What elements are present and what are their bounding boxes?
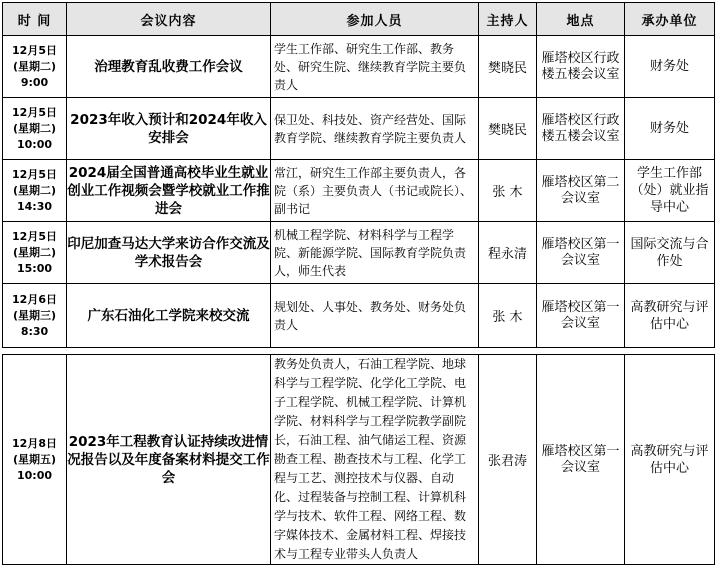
attendees-cell: 教务处负责人，石油工程学院、地球科学与工程学院、化学化工学院、电子工程学院、机械工程学院、计算机学院、材料科学与工程学院教学副院长，石油工程、油气储运工程、资源勘查工程、勘查技术与工程、化学工程与工艺、测控技术与仪器、自动化、过程装备与控制工程、计算机科学与技术、软件工程、网络工程、数字媒体技术、金属材料工程、焊接技术与工程专业带头人负责人: [271, 355, 479, 565]
header-organizer: 承办单位: [625, 3, 715, 36]
table-row: [3, 355, 715, 565]
header-host: 主持人: [479, 3, 537, 36]
header-content: 会议内容: [67, 3, 271, 36]
header-attendees: 参加人员: [271, 3, 479, 36]
header-row: [3, 3, 715, 36]
attendees-cell: 机械工程学院、材料科学与工程学院、新能源学院、国际教育学院负责人，师生代表: [271, 222, 479, 284]
time-cell: [3, 36, 67, 98]
weekday-text: (星期二): [12, 59, 57, 73]
host-cell: 程永清: [479, 222, 537, 284]
location-cell: 雁塔校区行政楼五楼会议室: [537, 98, 625, 160]
date-text: 12月5日: [12, 229, 57, 243]
content-cell: 2023年收入预计和2024年收入安排会: [67, 98, 271, 160]
table-row: [3, 98, 715, 160]
table-row: [3, 36, 715, 98]
time-cell: [3, 98, 67, 160]
attendees-cell: 规划处、人事处、教务处、财务处负责人: [271, 284, 479, 348]
section-gap: [3, 348, 715, 355]
location-cell: 雁塔校区第一会议室: [537, 355, 625, 565]
weekday-text: (星期二): [12, 245, 57, 259]
content-cell: 印尼加查马达大学来访合作交流及学术报告会: [67, 222, 271, 284]
time-text: 14:30: [16, 199, 52, 213]
weekday-text: (星期五): [12, 452, 57, 466]
content-cell: 2023年工程教育认证持续改进情况报告以及年度备案材料提交工作会: [67, 355, 271, 565]
time-text: 15:00: [16, 261, 52, 275]
table-row: [3, 284, 715, 348]
location-cell: 雁塔校区第二会议室: [537, 160, 625, 222]
host-cell: 张 木: [479, 284, 537, 348]
time-text: 10:00: [16, 468, 52, 482]
content-cell: 2024届全国普通高校毕业生就业创业工作视频会暨学校就业工作推进会: [67, 160, 271, 222]
time-cell: [3, 284, 67, 348]
weekday-text: (星期二): [12, 183, 57, 197]
host-cell: 张 木: [479, 160, 537, 222]
time-cell: [3, 160, 67, 222]
meeting-schedule-table: [2, 2, 715, 565]
table-row: [3, 222, 715, 284]
date-text: 12月5日: [12, 167, 57, 181]
organizer-cell: 高教研究与评估中心: [625, 355, 715, 565]
organizer-cell: 学生工作部（处）就业指导中心: [625, 160, 715, 222]
attendees-cell: 学生工作部、研究生工作部、教务处、研究生院、继续教育学院主要负责人: [271, 36, 479, 98]
host-cell: 樊晓民: [479, 98, 537, 160]
weekday-text: (星期三): [12, 308, 57, 322]
time-cell: [3, 355, 67, 565]
attendees-cell: 常江，研究生工作部主要负责人，各院（系）主要负责人（书记或院长）、副书记: [271, 160, 479, 222]
attendees-cell: 保卫处、科技处、资产经营处、国际教育学院、继续教育学院主要负责人: [271, 98, 479, 160]
organizer-cell: 财务处: [625, 98, 715, 160]
weekday-text: (星期二): [12, 121, 57, 135]
time-text: 9:00: [20, 75, 49, 89]
location-cell: 雁塔校区行政楼五楼会议室: [537, 36, 625, 98]
organizer-cell: 高教研究与评估中心: [625, 284, 715, 348]
header-location: 地点: [537, 3, 625, 36]
location-cell: 雁塔校区第一会议室: [537, 284, 625, 348]
date-text: 12月5日: [12, 43, 57, 57]
date-text: 12月5日: [12, 105, 57, 119]
host-cell: 樊晓民: [479, 36, 537, 98]
time-cell: [3, 222, 67, 284]
content-cell: 治理教育乱收费工作会议: [67, 36, 271, 98]
date-text: 12月8日: [12, 436, 57, 450]
header-time: 时 间: [3, 3, 67, 36]
host-cell: 张君涛: [479, 355, 537, 565]
date-text: 12月6日: [12, 292, 57, 306]
organizer-cell: 国际交流与合作处: [625, 222, 715, 284]
time-text: 8:30: [20, 324, 49, 338]
content-cell: 广东石油化工学院来校交流: [67, 284, 271, 348]
location-cell: 雁塔校区第一会议室: [537, 222, 625, 284]
organizer-cell: 财务处: [625, 36, 715, 98]
table-row: [3, 160, 715, 222]
time-text: 10:00: [16, 137, 52, 151]
